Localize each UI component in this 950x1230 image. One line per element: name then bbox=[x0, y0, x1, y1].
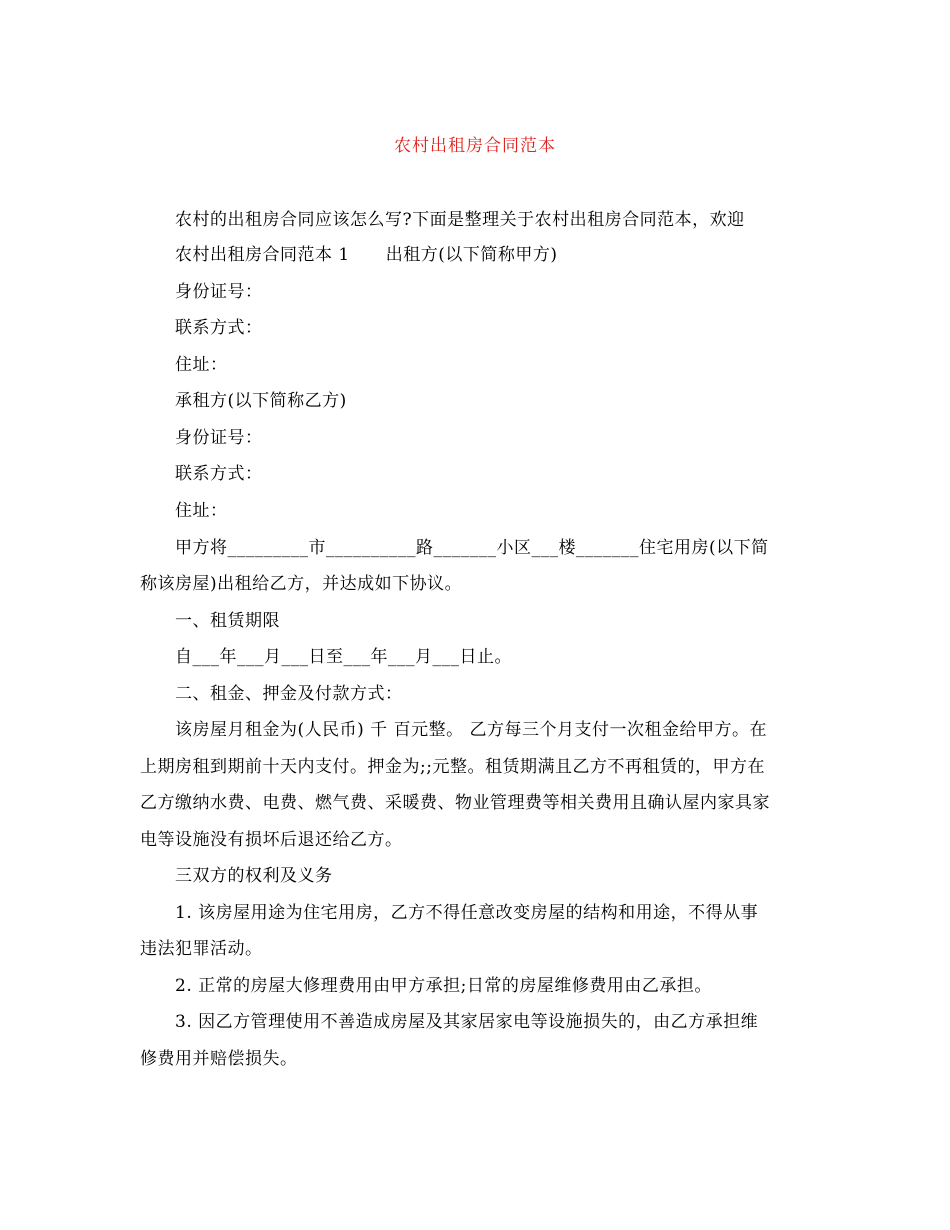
rent-clause-line: 电等设施没有损坏后退还给乙方。 bbox=[140, 830, 403, 850]
lessee-contact-field: 联系方式： bbox=[175, 464, 263, 484]
lessee-label: 承租方(以下简称乙方) bbox=[175, 391, 347, 411]
section-heading: 二、租金、押金及付款方式： bbox=[175, 684, 403, 704]
obligation-item-line: 违法犯罪活动。 bbox=[140, 939, 263, 959]
obligation-item-line: 修费用并赔偿损失。 bbox=[140, 1049, 298, 1069]
rent-clause-line: 乙方缴纳水费、电费、燃气费、采暖费、物业管理费等相关费用且确认屋内家具家 bbox=[140, 793, 770, 813]
lessor-label: 出租方(以下简称甲方) bbox=[385, 245, 558, 265]
lessee-address-field: 住址： bbox=[175, 501, 228, 521]
sample-heading: 农村出租房合同范本 1 bbox=[175, 245, 350, 265]
section-heading: 三双方的权利及义务 bbox=[175, 866, 333, 886]
rent-clause-line: 上期房租到期前十天内支付。押金为;;元整。租赁期满且乙方不再租赁的，甲方在 bbox=[140, 757, 765, 777]
obligation-item-line: 1. 该房屋用途为住宅用房，乙方不得任意改变房屋的结构和用途，不得从事 bbox=[175, 903, 759, 923]
obligation-item-line: 3. 因乙方管理使用不善造成房屋及其家居家电等设施损失的，由乙方承担维 bbox=[175, 1012, 759, 1032]
document-title: 农村出租房合同范本 bbox=[394, 136, 556, 156]
lessor-address-field: 住址： bbox=[175, 355, 228, 375]
obligation-item-line: 2. 正常的房屋大修理费用由甲方承担;日常的房屋维修费用由乙承担。 bbox=[175, 976, 712, 996]
property-clause-line: 甲方将_________市__________路_______小区___楼_______住宅用房(以下简 bbox=[175, 538, 769, 558]
lessor-id-field: 身份证号： bbox=[175, 282, 263, 302]
property-clause-line: 称该房屋)出租给乙方，并达成如下协议。 bbox=[140, 574, 463, 594]
rent-clause-line: 该房屋月租金为(人民币) 千 百元整。 乙方每三个月支付一次租金给甲方。在 bbox=[175, 720, 767, 740]
term-line: 自___年___月___日至___年___月___日止。 bbox=[175, 647, 512, 667]
intro-line: 农村的出租房合同应该怎么写?下面是整理关于农村出租房合同范本，欢迎 bbox=[175, 210, 745, 230]
sample-heading-line bbox=[175, 243, 820, 267]
section-heading: 一、租赁期限 bbox=[175, 611, 280, 631]
lessee-id-field: 身份证号： bbox=[175, 428, 263, 448]
lessor-contact-field: 联系方式： bbox=[175, 318, 263, 338]
